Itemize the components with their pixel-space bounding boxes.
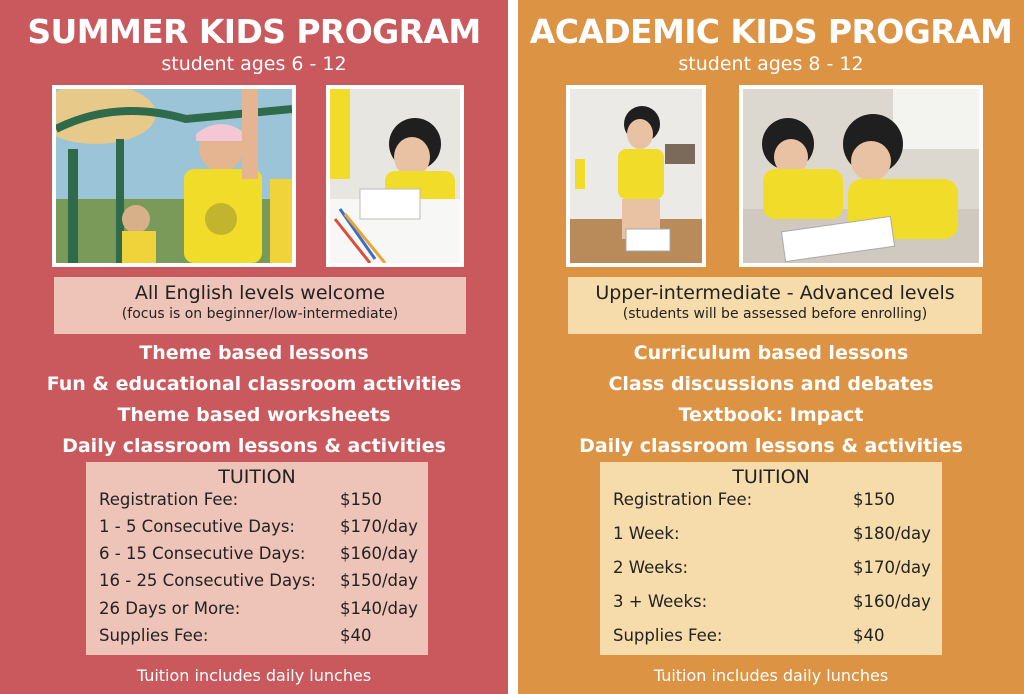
tuition-label: Registration Fee: [613,490,753,509]
academic-feature-1: Curriculum based lessons [633,342,909,364]
summer-levels-main: All English levels welcome [134,282,386,304]
academic-photo-study [739,85,983,267]
summer-feature-1: Theme based lessons [139,342,369,364]
academic-program-panel [518,0,1024,694]
tuition-amount: $40 [853,626,885,645]
academic-tuition-box [600,462,942,655]
summer-student-ages: student ages 6 - 12 [161,53,347,75]
tuition-label: 6 - 15 Consecutive Days: [99,544,306,563]
summer-photo-playground [52,85,296,267]
classroom-photo-illustration [330,89,460,263]
academic-feature-3: Textbook: Impact [678,404,864,426]
tuition-amount: $160/day [340,544,418,563]
academic-levels-main: Upper-intermediate - Advanced levels [595,282,955,304]
tuition-label: 1 Week: [613,524,680,543]
playground-photo-illustration [56,89,292,263]
tuition-label: 2 Weeks: [613,558,689,577]
academic-feature-4: Daily classroom lessons & activities [579,435,963,457]
tuition-label: Supplies Fee: [99,626,209,645]
summer-feature-3: Theme based worksheets [117,404,391,426]
summer-tuition-box [86,462,428,655]
tuition-amount: $170/day [853,558,931,577]
academic-levels-box [568,277,982,334]
tuition-amount: $160/day [853,592,931,611]
study-photo-illustration [743,89,979,263]
tuition-amount: $150 [340,490,382,509]
tuition-label: 3 + Weeks: [613,592,708,611]
tuition-amount: $150 [853,490,895,509]
academic-photo-reading [566,85,706,267]
tuition-amount: $40 [340,626,372,645]
tuition-amount: $140/day [340,599,418,618]
tuition-label: 26 Days or More: [99,599,241,618]
academic-program-title: ACADEMIC KIDS PROGRAM [529,12,1013,51]
summer-feature-4: Daily classroom lessons & activities [62,435,446,457]
academic-tuition-heading: TUITION [732,466,810,488]
tuition-label: 16 - 25 Consecutive Days: [99,571,316,590]
summer-program-title: SUMMER KIDS PROGRAM [27,12,481,51]
tuition-amount: $170/day [340,517,418,536]
tuition-label: Supplies Fee: [613,626,723,645]
tuition-amount: $150/day [340,571,418,590]
summer-program-panel [0,0,508,694]
summer-tuition-heading: TUITION [218,466,296,488]
tuition-amount: $180/day [853,524,931,543]
summer-photo-classroom [326,85,464,267]
summer-footer-note: Tuition includes daily lunches [136,666,372,685]
academic-levels-sub: (students will be assessed before enrolling) [622,306,928,322]
reading-photo-illustration [570,89,702,263]
academic-student-ages: student ages 8 - 12 [678,53,864,75]
academic-feature-2: Class discussions and debates [608,373,934,395]
summer-levels-sub: (focus is on beginner/low-intermediate) [121,306,399,322]
summer-levels-box [54,277,466,334]
tuition-label: Registration Fee: [99,490,239,509]
tuition-label: 1 - 5 Consecutive Days: [99,517,295,536]
summer-feature-2: Fun & educational classroom activities [46,373,462,395]
academic-footer-note: Tuition includes daily lunches [653,666,889,685]
